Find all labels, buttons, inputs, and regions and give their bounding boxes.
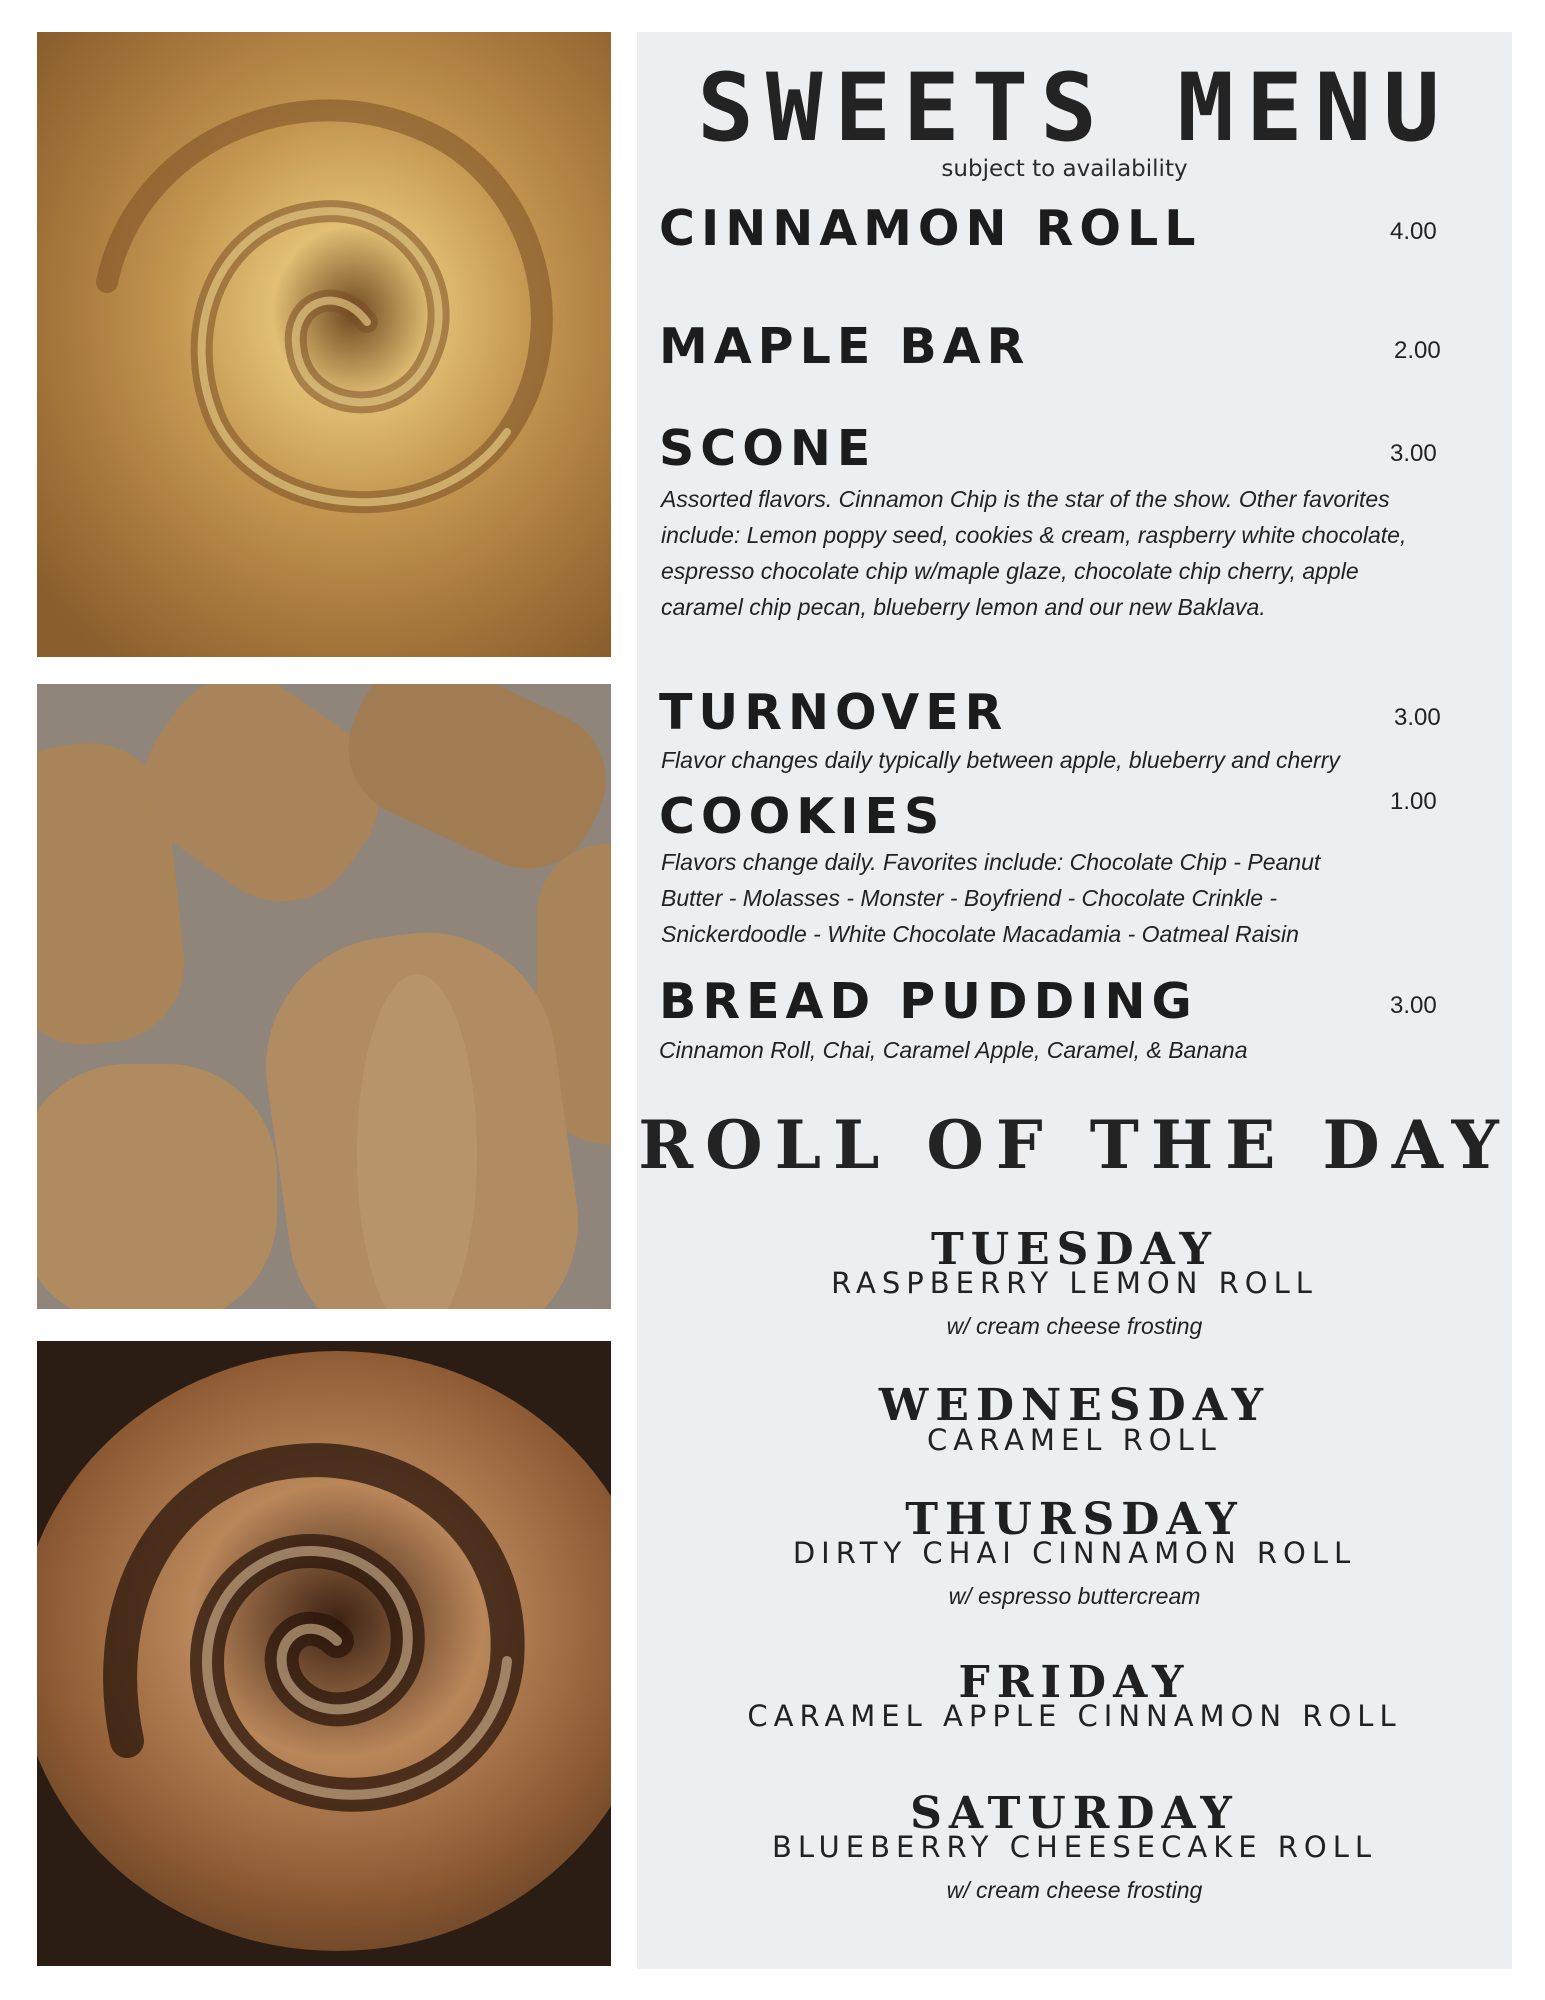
menu-title: SWEETS MENU (697, 54, 1452, 163)
day-thursday: THURSDAY (905, 1494, 1244, 1545)
cinnamon-roll-photo (37, 32, 611, 657)
roll-thursday: DIRTY CHAI CINNAMON ROLL (792, 1536, 1357, 1570)
menu-item-cookies-name: COOKIES (659, 788, 946, 845)
menu-item-cookies-description: Flavors change daily. Favorites include: Chocolate Chip - Peanut Butter - Molasses - Monster - Boyfriend - Chocolate Crinkle - Snickerdoodle - White Chocolate Macadamia - Oatmeal Raisin (661, 849, 1321, 947)
roll-of-the-day-heading: ROLL OF THE DAY (638, 1106, 1511, 1184)
menu-item-bread-pudding-description: Cinnamon Roll, Chai, Caramel Apple, Caramel, & Banana (659, 1037, 1248, 1063)
menu-panel (637, 32, 1512, 1969)
day-saturday: SATURDAY (910, 1788, 1239, 1839)
menu-item-cookies-price: 1.00 (1390, 788, 1437, 815)
roll-wednesday: CARAMEL ROLL (927, 1423, 1222, 1457)
menu-item-maple-bar-price: 2.00 (1394, 337, 1441, 364)
day-tuesday: TUESDAY (931, 1224, 1218, 1275)
maple-bars-photo (37, 684, 611, 1309)
roll-tuesday: RASPBERRY LEMON ROLL (831, 1266, 1318, 1300)
roll-saturday: BLUEBERRY CHEESECAKE ROLL (771, 1830, 1378, 1864)
menu-item-cinnamon-roll-name: CINNAMON ROLL (659, 200, 1202, 257)
menu-item-scone-name: SCONE (659, 420, 877, 477)
day-friday: FRIDAY (958, 1657, 1191, 1708)
menu-item-turnover-description: Flavor changes daily typically between apple, blueberry and cherry (661, 747, 1340, 773)
menu-item-bread-pudding-price: 3.00 (1390, 992, 1437, 1019)
menu-item-cinnamon-roll-price: 4.00 (1390, 218, 1437, 245)
cinnamon-swirl-photo (37, 1341, 611, 1966)
note-thursday: w/ espresso buttercream (948, 1583, 1201, 1609)
menu-item-scone-price: 3.00 (1390, 440, 1437, 467)
note-tuesday: w/ cream cheese frosting (946, 1313, 1203, 1339)
menu-item-turnover-name: TURNOVER (659, 684, 1009, 741)
day-wednesday: WEDNESDAY (878, 1380, 1271, 1431)
menu-subtitle: subject to availability (941, 156, 1188, 182)
note-saturday: w/ cream cheese frosting (946, 1877, 1203, 1903)
roll-friday: CARAMEL APPLE CINNAMON ROLL (747, 1699, 1402, 1733)
menu-item-bread-pudding-name: BREAD PUDDING (659, 973, 1198, 1030)
menu-item-turnover-price: 3.00 (1394, 704, 1441, 731)
menu-item-maple-bar-name: MAPLE BAR (659, 318, 1031, 375)
menu-item-scone-description: Assorted flavors. Cinnamon Chip is the star of the show. Other favorites include: Lemon poppy seed, cookies & cream, raspberry white chocolate, espresso chocolate chip w/maple glaze, chocolate chip cherry, apple caramel chip pecan, blueberry lemon and our new Baklava. (661, 486, 1407, 620)
